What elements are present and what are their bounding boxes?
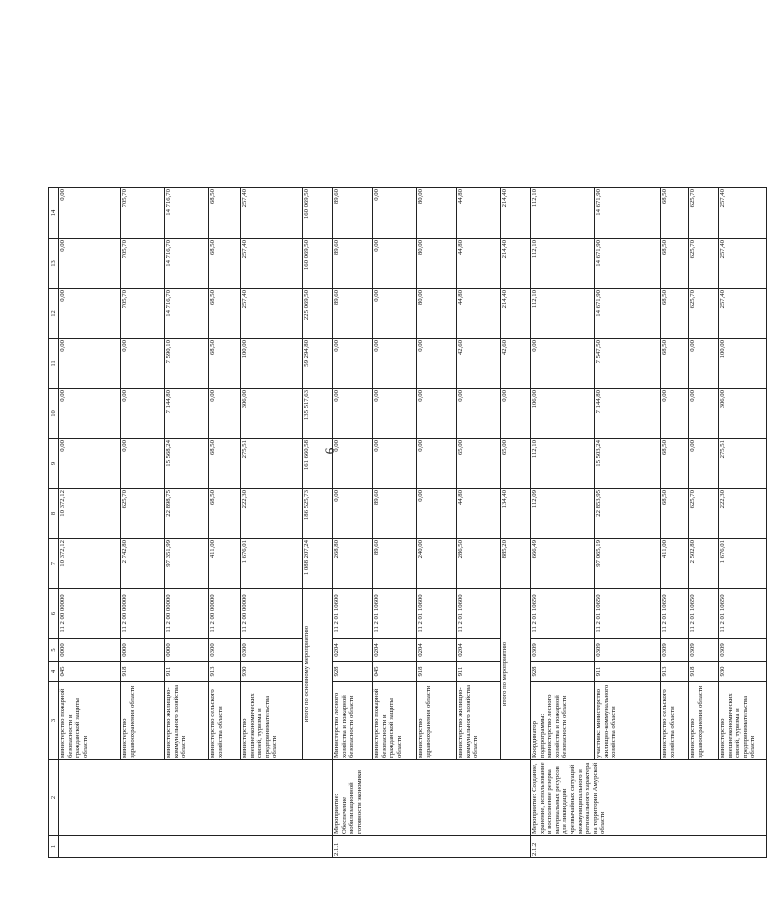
total-amount-cell: 161 660,58 [303, 439, 333, 489]
amount-cell: 97 065,19 [595, 539, 661, 589]
executor-cell: министерство сельского хозяйства области [661, 682, 689, 760]
csr-cell: 11 2 01 10600 [417, 589, 457, 639]
amount-cell: 89,60 [333, 188, 373, 239]
amount-cell: 0,00 [209, 389, 241, 439]
grbs-cell: 930 [719, 662, 767, 682]
executor-cell: министерство пожарной безопасности и гражданской защиты области [59, 682, 121, 760]
rzpr-cell: 0000 [165, 639, 209, 662]
amount-cell: 68,50 [661, 188, 689, 239]
amount-cell: 14 716,70 [165, 188, 209, 239]
amount-cell: 0,00 [121, 389, 165, 439]
amount-cell: 0,00 [661, 389, 689, 439]
total-amount-cell: 160 069,50 [303, 239, 333, 289]
amount-cell: 14 671,90 [595, 239, 661, 289]
amount-cell: 625,70 [121, 489, 165, 539]
rzpr-cell: 0204 [333, 639, 373, 662]
amount-cell: 0,00 [689, 389, 719, 439]
header-cell: 8 [49, 489, 59, 539]
amount-cell: 0,00 [59, 239, 121, 289]
amount-cell: 44,80 [457, 489, 501, 539]
amount-cell: 0,00 [417, 489, 457, 539]
amount-cell: 222,30 [719, 489, 767, 539]
rotated-table-container [48, 188, 757, 858]
executor-cell: участник: министерство жилищно-коммунального хозяйства области [595, 682, 661, 760]
grbs-cell: 911 [595, 662, 661, 682]
amount-cell: 0,00 [689, 339, 719, 389]
total-amount-cell: 186 525,73 [303, 489, 333, 539]
total-amount-cell: 42,60 [501, 339, 531, 389]
rzpr-cell: 0309 [689, 639, 719, 662]
executor-cell: министерство здравоохранения области [121, 682, 165, 760]
amount-cell: 68,50 [209, 339, 241, 389]
total-amount-cell: 214,40 [501, 289, 531, 339]
header-cell: 10 [49, 389, 59, 439]
amount-cell: 666,49 [531, 539, 595, 589]
amount-cell: 0,00 [333, 439, 373, 489]
amount-cell: 0,00 [373, 389, 417, 439]
rzpr-cell: 0204 [417, 639, 457, 662]
amount-cell: 411,00 [661, 539, 689, 589]
grbs-cell: 930 [241, 662, 303, 682]
csr-cell: 11 2 00 00000 [241, 589, 303, 639]
amount-cell: 89,60 [373, 539, 417, 589]
executor-cell: министерство пожарной безопасности и гражданской защиты области [373, 682, 417, 760]
amount-cell: 306,00 [719, 389, 767, 439]
executor-cell: министерство здравоохранения области [417, 682, 457, 760]
rzpr-cell: 0000 [121, 639, 165, 662]
table-row [417, 188, 457, 858]
amount-cell: 275,51 [241, 439, 303, 489]
amount-cell: 80,00 [417, 188, 457, 239]
amount-cell: 112,10 [531, 239, 595, 289]
amount-cell: 15 503,24 [595, 439, 661, 489]
table-row [719, 188, 767, 858]
total-row [303, 188, 333, 858]
executor-cell: министерство внешнеэкономических связей, туризма и предпринимательства области [241, 682, 303, 760]
amount-cell: 68,50 [661, 489, 689, 539]
csr-cell: 11 2 01 10650 [689, 589, 719, 639]
executor-cell: Координатор подпрограммы: министерство лесного хозяйства и пожарной безопасности области [531, 682, 595, 760]
rzpr-cell: 0300 [241, 639, 303, 662]
amount-cell: 80,00 [417, 239, 457, 289]
header-cell: 2 [49, 760, 59, 836]
amount-cell: 68,50 [209, 289, 241, 339]
csr-cell: 11 2 00 00000 [59, 589, 121, 639]
amount-cell: 240,00 [417, 539, 457, 589]
table-row [457, 188, 501, 858]
amount-cell: 68,50 [661, 439, 689, 489]
total-amount-cell: 214,40 [501, 239, 531, 289]
amount-cell: 306,00 [241, 389, 303, 439]
amount-cell: 0,00 [373, 239, 417, 289]
header-cell: 7 [49, 539, 59, 589]
rzpr-cell: 0309 [719, 639, 767, 662]
total-amount-cell: 885,20 [501, 539, 531, 589]
amount-cell: 22 853,95 [595, 489, 661, 539]
amount-cell: 7 144,80 [595, 389, 661, 439]
amount-cell: 80,00 [417, 289, 457, 339]
amount-cell: 68,50 [209, 188, 241, 239]
amount-cell: 0,00 [373, 339, 417, 389]
amount-cell: 705,70 [121, 239, 165, 289]
grbs-cell: 928 [333, 662, 373, 682]
table-row [165, 188, 209, 858]
amount-cell: 89,60 [333, 289, 373, 339]
grbs-cell: 045 [59, 662, 121, 682]
table-row [531, 188, 595, 858]
csr-cell: 11 2 01 10650 [661, 589, 689, 639]
executor-cell: министерство здравоохранения области [689, 682, 719, 760]
amount-cell: 112,10 [531, 188, 595, 239]
grbs-cell: 918 [689, 662, 719, 682]
amount-cell: 15 568,24 [165, 439, 209, 489]
header-cell: 13 [49, 239, 59, 289]
table-row [333, 188, 373, 858]
total-amount-cell: 135 517,63 [303, 389, 333, 439]
amount-cell: 0,00 [373, 439, 417, 489]
header-row [49, 188, 59, 858]
grbs-cell: 911 [165, 662, 209, 682]
measure-number-cell [59, 836, 333, 858]
csr-cell: 11 2 00 00000 [121, 589, 165, 639]
amount-cell: 0,00 [121, 339, 165, 389]
measure-number-cell: 2.1.1 [333, 836, 531, 858]
amount-cell: 100,00 [241, 339, 303, 389]
rzpr-cell: 0000 [59, 639, 121, 662]
total-amount-cell: 134,40 [501, 489, 531, 539]
amount-cell: 257,40 [719, 289, 767, 339]
amount-cell: 286,50 [457, 539, 501, 589]
csr-cell: 11 2 00 00000 [165, 589, 209, 639]
amount-cell: 2 502,80 [689, 539, 719, 589]
amount-cell: 42,60 [457, 339, 501, 389]
header-cell: 3 [49, 682, 59, 760]
amount-cell: 0,00 [121, 439, 165, 489]
total-amount-cell: 65,00 [501, 439, 531, 489]
grbs-cell: 928 [531, 662, 595, 682]
amount-cell: 0,00 [59, 289, 121, 339]
amount-cell: 0,00 [333, 489, 373, 539]
table-row [59, 188, 121, 858]
rzpr-cell: 0204 [457, 639, 501, 662]
csr-cell: 11 2 01 10650 [531, 589, 595, 639]
measure-name-cell: Мероприятие: Создание, хранение, использование и восполнение резерва материальных ресурсов для ликвидации чрезвычайных ситуаций межмуниципального и регионального характера на территории Амурской области [531, 760, 767, 836]
total-label-cell: итого по мероприятию [501, 589, 531, 760]
amount-cell: 0,00 [333, 339, 373, 389]
amount-cell: 68,50 [661, 339, 689, 389]
total-label-cell: итого по основному мероприятию [303, 589, 333, 760]
amount-cell: 68,50 [209, 439, 241, 489]
amount-cell: 0,00 [333, 389, 373, 439]
amount-cell: 100,00 [719, 339, 767, 389]
csr-cell: 11 2 01 10600 [457, 589, 501, 639]
amount-cell: 2 742,80 [121, 539, 165, 589]
amount-cell: 7 144,80 [165, 389, 209, 439]
header-cell: 11 [49, 339, 59, 389]
measure-name-cell [59, 760, 333, 836]
total-amount-cell: 160 069,50 [303, 188, 333, 239]
csr-cell: 11 2 01 10600 [333, 589, 373, 639]
amount-cell: 0,00 [59, 188, 121, 239]
amount-cell: 7 547,50 [595, 339, 661, 389]
measure-number-cell: 2.1.2 [531, 836, 767, 858]
amount-cell: 705,70 [121, 188, 165, 239]
amount-cell: 0,00 [689, 439, 719, 489]
amount-cell: 705,70 [121, 289, 165, 339]
amount-cell: 14 716,70 [165, 289, 209, 339]
budget-table [48, 187, 767, 858]
total-amount-cell: 0,00 [501, 389, 531, 439]
amount-cell: 44,80 [457, 188, 501, 239]
page-number: 6 [322, 447, 337, 455]
amount-cell: 14 716,70 [165, 239, 209, 289]
amount-cell: 65,00 [457, 439, 501, 489]
amount-cell: 0,00 [457, 389, 501, 439]
amount-cell: 275,51 [719, 439, 767, 489]
amount-cell: 1 676,01 [719, 539, 767, 589]
amount-cell: 0,00 [59, 339, 121, 389]
table-row [595, 188, 661, 858]
amount-cell: 1 676,01 [241, 539, 303, 589]
rzpr-cell: 0309 [595, 639, 661, 662]
total-amount-cell: 214,40 [501, 188, 531, 239]
amount-cell: 0,00 [417, 439, 457, 489]
rzpr-cell: 0309 [661, 639, 689, 662]
header-cell: 1 [49, 836, 59, 858]
rzpr-cell: 0204 [373, 639, 417, 662]
amount-cell: 89,60 [333, 239, 373, 289]
header-cell: 9 [49, 439, 59, 489]
amount-cell: 44,80 [457, 289, 501, 339]
amount-cell: 625,70 [689, 188, 719, 239]
amount-cell: 10 372,12 [59, 539, 121, 589]
rzpr-cell: 0309 [531, 639, 595, 662]
header-cell: 14 [49, 188, 59, 239]
executor-cell: Министерство лесного хозяйства и пожарной безопасности области [333, 682, 373, 760]
measure-name-cell: Мероприятие: Обеспечение мобилизационной готовности экономики [333, 760, 531, 836]
amount-cell: 14 671,90 [595, 188, 661, 239]
table-row [209, 188, 241, 858]
amount-cell: 68,50 [209, 489, 241, 539]
grbs-cell: 918 [417, 662, 457, 682]
amount-cell: 68,50 [661, 239, 689, 289]
header-cell: 5 [49, 639, 59, 662]
amount-cell: 257,40 [719, 188, 767, 239]
table-body [49, 188, 767, 858]
amount-cell: 0,00 [417, 389, 457, 439]
total-amount-cell: 59 294,80 [303, 339, 333, 389]
grbs-cell: 911 [457, 662, 501, 682]
amount-cell: 112,10 [531, 439, 595, 489]
amount-cell: 625,70 [689, 239, 719, 289]
amount-cell: 0,00 [531, 339, 595, 389]
amount-cell: 0,00 [59, 389, 121, 439]
table-row [689, 188, 719, 858]
table-row [121, 188, 165, 858]
header-cell: 12 [49, 289, 59, 339]
amount-cell: 0,00 [373, 289, 417, 339]
csr-cell: 11 2 00 00000 [209, 589, 241, 639]
rzpr-cell: 0300 [209, 639, 241, 662]
table-row [661, 188, 689, 858]
amount-cell: 44,80 [457, 239, 501, 289]
amount-cell: 222,30 [241, 489, 303, 539]
header-cell: 4 [49, 662, 59, 682]
total-amount-cell: 1 088 207,24 [303, 539, 333, 589]
amount-cell: 14 671,90 [595, 289, 661, 339]
amount-cell: 7 590,10 [165, 339, 209, 389]
amount-cell: 10 372,12 [59, 489, 121, 539]
amount-cell: 89,60 [373, 489, 417, 539]
csr-cell: 11 2 01 10650 [595, 589, 661, 639]
amount-cell: 112,09 [531, 489, 595, 539]
csr-cell: 11 2 01 10600 [373, 589, 417, 639]
total-row [501, 188, 531, 858]
amount-cell: 22 898,75 [165, 489, 209, 539]
header-cell: 6 [49, 589, 59, 639]
amount-cell: 0,00 [417, 339, 457, 389]
amount-cell: 257,40 [241, 239, 303, 289]
amount-cell: 106,00 [531, 389, 595, 439]
executor-cell: министерство сельского хозяйства области [209, 682, 241, 760]
amount-cell: 268,80 [333, 539, 373, 589]
grbs-cell: 913 [209, 662, 241, 682]
table-row [373, 188, 417, 858]
executor-cell: министерство жилищно-коммунального хозяйства области [457, 682, 501, 760]
total-amount-cell: 225 069,50 [303, 289, 333, 339]
amount-cell: 112,10 [531, 289, 595, 339]
amount-cell: 411,00 [209, 539, 241, 589]
amount-cell: 0,00 [373, 188, 417, 239]
amount-cell: 625,70 [689, 489, 719, 539]
grbs-cell: 913 [661, 662, 689, 682]
grbs-cell: 918 [121, 662, 165, 682]
amount-cell: 257,40 [241, 188, 303, 239]
grbs-cell: 045 [373, 662, 417, 682]
amount-cell: 257,40 [719, 239, 767, 289]
amount-cell: 68,50 [661, 289, 689, 339]
amount-cell: 257,40 [241, 289, 303, 339]
amount-cell: 625,70 [689, 289, 719, 339]
executor-cell: министерство внешнеэкономических связей, туризма и предпринимательства области [719, 682, 767, 760]
amount-cell: 0,00 [59, 439, 121, 489]
csr-cell: 11 2 01 10650 [719, 589, 767, 639]
executor-cell: министерство жилищно-коммунального хозяйства области [165, 682, 209, 760]
amount-cell: 97 351,99 [165, 539, 209, 589]
amount-cell: 68,50 [209, 239, 241, 289]
table-row [241, 188, 303, 858]
